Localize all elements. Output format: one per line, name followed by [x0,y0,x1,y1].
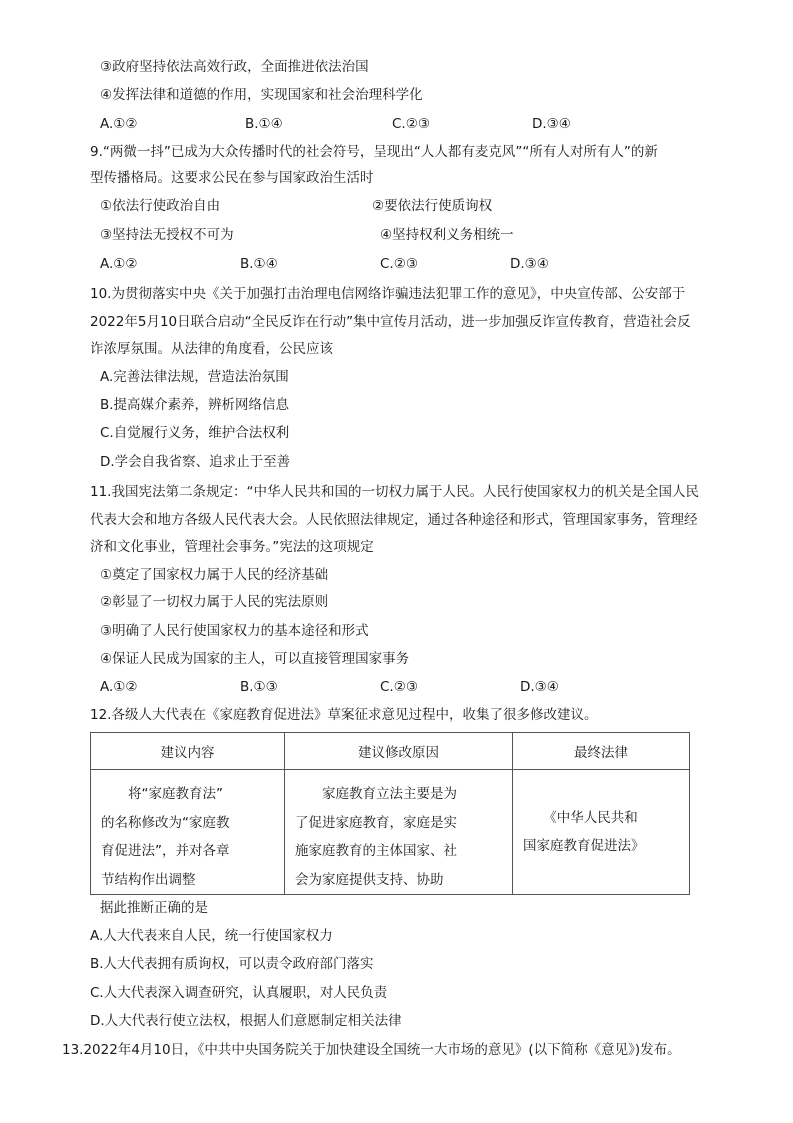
q9-stem-line-2: 型传播格局。这要求公民在参与国家政治生活时 [90,170,374,186]
q10-stem-line-2: 2022年5月10日联合启动“全民反诈在行动”集中宣传月活动，进一步加强反诈宣传教育，营造社会反 [90,314,691,330]
q9-statement-1: ①依法行使政治自由 [100,198,221,214]
q11-option-b: B.①③ [240,679,278,695]
q9-statement-3: ③坚持法无授权不可为 [100,227,234,243]
q9-option-c: C.②③ [380,256,418,272]
q12-stem: 12.各级人大代表在《家庭教育促进法》草案征求意见过程中，收集了很多修改建议。 [90,707,598,723]
q10-option-a: A.完善法律法规，营造法治氛围 [100,369,289,385]
q11-statement-2: ②彰显了一切权力属于人民的宪法原则 [100,594,329,610]
table-header-suggestion: 建议内容 [91,733,285,770]
q9-option-b: B.①④ [240,256,278,272]
q8-statement-3: ③政府坚持依法高效行政，全面推进依法治国 [100,59,369,75]
q9-option-d: D.③④ [510,256,549,272]
q12-option-c: C.人大代表深入调查研究，认真履职，对人民负责 [90,985,388,1001]
q9-stem-line-1: 9.“两微一抖”已成为大众传播时代的社会符号，呈现出“人人都有麦克风”“所有人对所有人”的新 [90,144,658,160]
q11-options [100,677,660,697]
q12-option-a: A.人大代表来自人民，统一行使国家权力 [90,928,333,944]
q8-options [100,114,660,134]
q10-option-b: B.提高媒介素养，辨析网络信息 [100,397,290,413]
q12-lead: 据此推断正确的是 [100,900,208,916]
q11-stem-line-3: 济和文化事业，管理社会事务。”宪法的这项规定 [90,539,374,555]
q10-stem-line-3: 诈浓厚氛围。从法律的角度看，公民应该 [90,341,333,357]
q10-option-c: C.自觉履行义务，维护合法权利 [100,425,290,441]
q9-statement-2: ②要依法行使质询权 [372,198,493,214]
table-header-reason: 建议修改原因 [285,733,513,770]
q9-statement-4: ④坚持权利义务相统一 [380,227,514,243]
table-header-row [91,733,690,770]
q11-option-d: D.③④ [520,679,559,695]
q12-option-d: D.人大代表行使立法权，根据人们意愿制定相关法律 [90,1013,402,1029]
q9-options [100,254,660,274]
q12-option-b: B.人大代表拥有质询权，可以责令政府部门落实 [90,956,374,972]
q12-suggestion-table [90,732,690,895]
q11-option-a: A.①② [100,679,138,695]
q10-stem-line-1: 10.为贯彻落实中央《关于加强打击治理电信网络诈骗违法犯罪工作的意见》，中央宣传部、公安部于 [90,286,686,302]
q10-option-d: D.学会自我省察、追求止于至善 [100,454,291,470]
q11-statement-4: ④保证人民成为国家的主人，可以直接管理国家事务 [100,651,410,667]
q11-statement-3: ③明确了人民行使国家权力的基本途径和形式 [100,623,369,639]
table-header-final-law: 最终法律 [513,733,690,770]
q11-statement-1: ①奠定了国家权力属于人民的经济基础 [100,567,329,583]
q11-option-c: C.②③ [380,679,418,695]
table-cell-final-law: 《中华人民共和 国家庭教育促进法》 [513,770,690,895]
q11-stem-line-2: 代表大会和地方各级人民代表大会。人民依照法律规定，通过各种途径和形式，管理国家事务，管理经 [90,512,698,528]
q8-option-c: C.②③ [392,116,430,132]
q11-stem-line-1: 11.我国宪法第二条规定：“中华人民共和国的一切权力属于人民。人民行使国家权力的机关是全国人民 [90,484,699,500]
q8-statement-4: ④发挥法律和道德的作用，实现国家和社会治理科学化 [100,87,423,103]
q8-option-b: B.①④ [245,116,283,132]
q8-option-a: A.①② [100,116,138,132]
q13-stem: 13.2022年4月10日，《中共中央国务院关于加快建设全国统一大市场的意见》(以下简称《意见》)发布。 [62,1042,681,1058]
q9-option-a: A.①② [100,256,138,272]
table-cell-suggestion: 将“家庭教育法” 的名称修改为“家庭教 育促进法”，并对各章 节结构作出调整 [91,770,285,895]
table-cell-reason: 家庭教育立法主要是为 了促进家庭教育，家庭是实 施家庭教育的主体国家、社 会为家庭提供支持、协助 [285,770,513,895]
q8-option-d: D.③④ [532,116,571,132]
table-row [91,770,690,895]
